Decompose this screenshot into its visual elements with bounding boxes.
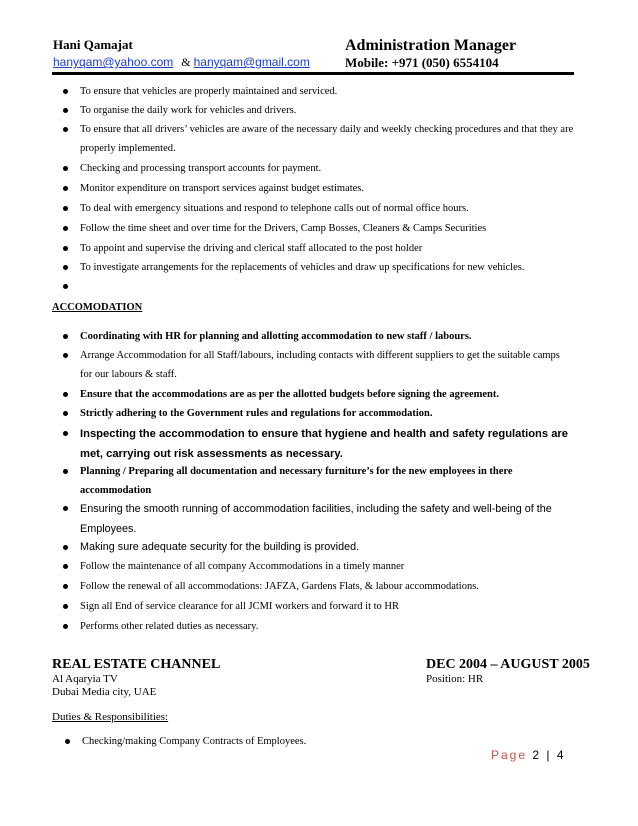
company-location: Dubai Media city, UAE (52, 686, 157, 698)
list-item: Inspecting the accommodation to ensure that hygiene and health and safety regulations are met, carrying out risk assessments as necessary. (80, 424, 574, 464)
bullet-icon (63, 392, 68, 397)
list-item: To ensure that all drivers’ vehicles are aware of the necessary daily and weekly checking procedures and that they are properly implemented. (80, 120, 574, 158)
bullet-icon (63, 206, 68, 211)
job-position: Position: HR (426, 673, 484, 685)
list-item: To ensure that vehicles are properly maintained and serviced. (80, 82, 574, 101)
list-item: Arrange Accommodation for all Staff/labours, including contacts with different suppliers to get the suitable camps for our labours & staff. (80, 346, 574, 384)
page-total: 4 (556, 748, 566, 762)
bullet-icon (63, 186, 68, 191)
duties-heading: Duties & Responsibilities: (52, 711, 169, 723)
bullet-icon (63, 246, 68, 251)
bullet-icon (63, 108, 68, 113)
list-item: Follow the maintenance of all company Accommodations in a timely manner (80, 557, 574, 576)
company-subtitle: Al Aqaryia TV (52, 673, 118, 685)
candidate-name: Hani Qamajat (53, 37, 133, 52)
bullet-icon (63, 624, 68, 629)
bullet-icon (65, 739, 70, 744)
employment-dates: DEC 2004 – AUGUST 2005 (426, 657, 590, 672)
mobile-number: Mobile: +971 (050) 6554104 (345, 55, 499, 70)
bullet-icon (63, 506, 68, 511)
bullet-icon (63, 469, 68, 474)
email-separator: & (181, 55, 191, 69)
bullet-icon (63, 89, 68, 94)
email-line (53, 55, 310, 70)
email-link-gmail[interactable]: hanyqam@gmail.com (193, 55, 310, 69)
list-item: Sign all End of service clearance for all JCMI workers and forward it to HR (80, 597, 574, 616)
bullet-icon (63, 411, 68, 416)
bullet-icon (63, 334, 68, 339)
list-item: Follow the renewal of all accommodations: JAFZA, Gardens Flats, & labour accommodations. (80, 577, 574, 596)
header-divider (52, 72, 574, 75)
list-item: Follow the time sheet and over time for the Drivers, Camp Bosses, Cleaners & Camps Securities (80, 219, 574, 238)
email-link-yahoo[interactable]: hanyqam@yahoo.com (53, 55, 174, 69)
list-item: Performs other related duties as necessary. (80, 617, 574, 636)
list-item: Checking and processing transport accounts for payment. (80, 159, 574, 178)
list-item: To appoint and supervise the driving and clerical staff allocated to the post holder (80, 239, 574, 258)
bullet-icon (63, 584, 68, 589)
list-item: Coordinating with HR for planning and allotting accommodation to new staff / labours. (80, 327, 574, 346)
list-item: To organise the daily work for vehicles and drivers. (80, 101, 574, 120)
page-current: 2 (532, 748, 542, 762)
list-item: Planning / Preparing all documentation and necessary furniture’s for the new employees in there accommodation (80, 462, 574, 500)
bullet-icon (63, 265, 68, 270)
bullet-icon (63, 545, 68, 550)
bullet-icon (63, 604, 68, 609)
list-item: Checking/making Company Contracts of Employees. (82, 732, 576, 751)
bullet-icon (63, 226, 68, 231)
page-number (491, 748, 566, 762)
list-item: Monitor expenditure on transport services against budget estimates. (80, 179, 574, 198)
section-heading-accommodation: ACCOMODATION (52, 302, 143, 313)
bullet-icon (63, 284, 68, 289)
list-item: To investigate arrangements for the replacements of vehicles and draw up specifications for new vehicles. (80, 258, 574, 277)
bullet-icon (63, 564, 68, 569)
list-item: To deal with emergency situations and respond to telephone calls out of normal office hours. (80, 199, 574, 218)
list-item: Ensure that the accommodations are as per the allotted budgets before signing the agreement. (80, 385, 574, 404)
bullet-icon (63, 431, 68, 436)
company-name: REAL ESTATE CHANNEL (52, 657, 221, 672)
bullet-icon (63, 166, 68, 171)
page-label: Page (491, 748, 528, 762)
job-title: Administration Manager (345, 37, 517, 54)
list-item: Ensuring the smooth running of accommodation facilities, including the safety and well-being of the Employees. (80, 499, 574, 539)
page-separator: | (546, 748, 552, 762)
list-item: Strictly adhering to the Government rules and regulations for accommodation. (80, 404, 574, 423)
bullet-icon (63, 353, 68, 358)
list-item: Making sure adequate security for the building is provided. (80, 538, 574, 557)
bullet-icon (63, 127, 68, 132)
